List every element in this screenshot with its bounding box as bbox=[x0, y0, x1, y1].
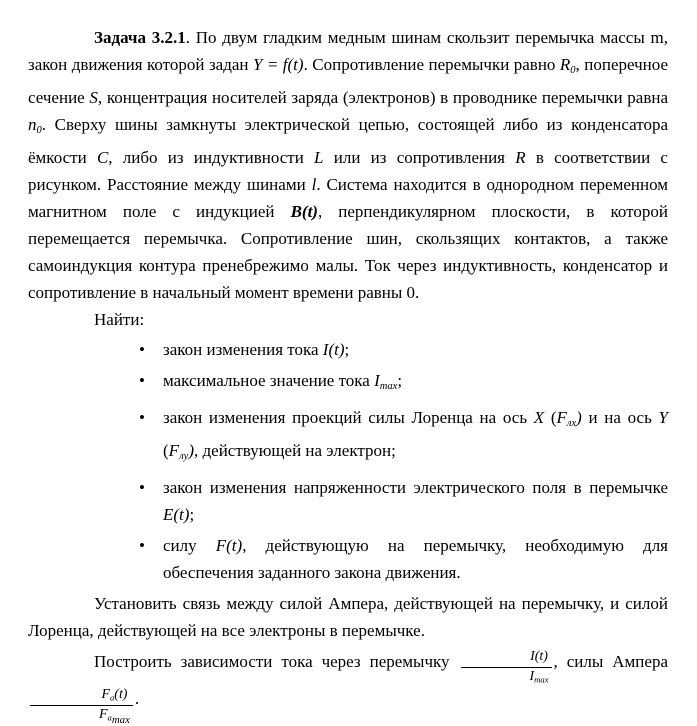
list-item bbox=[139, 474, 668, 528]
list-item-text: силу F(t), действующую на перемычку, необходимую для обеспечения заданного закона движения. bbox=[163, 535, 668, 582]
bullet-icon: • bbox=[139, 339, 145, 359]
problem-intro-paragraph: Задача 3.2.1. По двум гладким медным шинам скользит перемычка массы m, закон движения которой задан Y = f(t). Сопротивление перемычки равно R0, поперечное сечение S, концентрация носителей заряда (электронов) в проводнике перемычки равна n0. Сверху шины замкнуты электрической цепью, состоящей либо из конденсатора ёмкости C, либо из индуктивности L или из сопротивления R в соответствии с рисунком. Расстояние между шинами l. Система находится в однородном переменном магнитном поле с индукцией B(t), перпендикулярном плоскости, в которой перемещается перемычка. Сопротивление шин, скользящих контактов, а также самоиндукция контура пренебрежимо малы. Ток через индуктивность, конденсатор и сопротивление в начальный момент времени равны 0. bbox=[28, 28, 669, 302]
fraction: $\frac{I(t)}{Imax}$ bbox=[461, 649, 552, 685]
bullet-icon: • bbox=[139, 407, 145, 427]
bullet-icon: • bbox=[139, 477, 145, 497]
fraction: $\frac{Fa(t)}{Fa_{max}}$ bbox=[30, 687, 133, 726]
list-item-text: закон изменения проекций силы Лоренца на ось X (Fлx) и на ось Y (Fлy), действующей на электрон; bbox=[163, 407, 668, 462]
bullet-icon: • bbox=[139, 535, 145, 555]
requirements-list bbox=[28, 336, 668, 586]
list-item-text: закон изменения тока I(t); bbox=[163, 339, 350, 359]
bullet-icon: • bbox=[139, 370, 145, 390]
plot-task-paragraph: Построить зависимости тока через перемычку $\frac{I(t)}{Imax}$ , силы Ампера $\frac{Fa(t)}{Fa_{max}}$ . bbox=[28, 648, 668, 726]
ampere-relation-paragraph: Установить связь между силой Ампера, действующей на перемычку, и силой Лоренца, действующей на все электроны в перемычке. bbox=[28, 593, 668, 640]
list-item bbox=[139, 367, 668, 400]
find-label: Найти: bbox=[94, 309, 145, 329]
list-item bbox=[139, 404, 668, 470]
list-item-text: закон изменения напряженности электрического поля в перемычке E(t); bbox=[163, 477, 668, 524]
list-item bbox=[139, 336, 668, 363]
list-item-text: максимальное значение тока Imax; bbox=[163, 370, 403, 392]
list-item bbox=[139, 532, 668, 586]
